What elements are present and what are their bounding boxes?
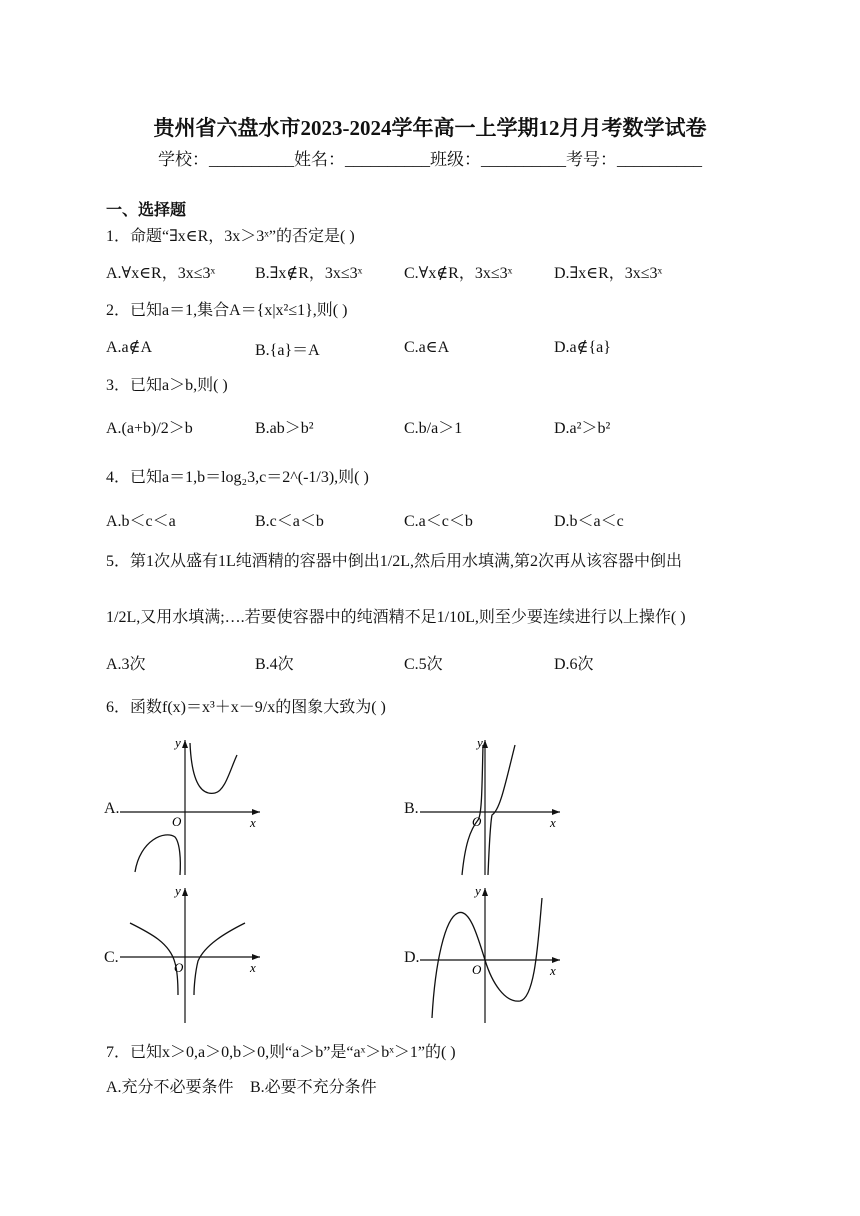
student-info-line: 学校：__________姓名：__________班级：__________考号：__________ — [158, 150, 702, 169]
q3-option-a: A.(a+b)/2＞b — [106, 420, 193, 437]
graph-d — [420, 883, 570, 1028]
graph-c — [120, 883, 270, 1028]
q2-option-d: D.a∉{a} — [554, 339, 611, 356]
page-title: 贵州省六盘水市2023-2024学年高一上学期12月月考数学试卷 — [153, 116, 707, 140]
q4-option-c: C.a＜c＜b — [404, 513, 473, 530]
graph-b-x-label: x — [550, 815, 556, 830]
q1-option-c: C.∀x∉R，3x≤3ˣ — [404, 265, 513, 282]
q3-option-b: B.ab＞b² — [255, 420, 314, 437]
graph-a-label: A. — [104, 800, 120, 817]
q5-option-a: A.3次 — [106, 656, 146, 673]
q5-option-c: C.5次 — [404, 656, 443, 673]
q4-option-a: A.b＜c＜a — [106, 513, 176, 530]
question-3-stem: 3．已知a＞b,则( ) — [106, 377, 228, 394]
q1-option-b: B.∃x∉R，3x≤3ˣ — [255, 265, 363, 282]
q5-option-d: D.6次 — [554, 656, 594, 673]
q4-option-d: D.b＜a＜c — [554, 513, 624, 530]
section-heading: 一、选择题 — [106, 202, 187, 219]
q1-option-d: D.∃x∈R，3x≤3ˣ — [554, 265, 663, 282]
graph-c-label: C. — [104, 949, 119, 966]
question-5-line2: 1/2L,又用水填满;….若要使容器中的纯酒精不足1/10L,则至少要连续进行以上操作( ) — [106, 609, 686, 626]
graph-a-origin: O — [172, 814, 182, 829]
graph-d-x-label: x — [550, 963, 556, 978]
graph-d-origin: O — [472, 962, 482, 977]
question-6-stem: 6．函数f(x)＝x³＋x－9/x的图象大致为( ) — [106, 699, 386, 716]
graph-c-y-label: y — [175, 883, 181, 898]
q3-option-c: C.b/a＞1 — [404, 420, 463, 437]
question-1-stem: 1．命题“∃x∈R，3x＞3ˣ”的否定是( ) — [106, 228, 355, 245]
q2-option-c: C.a∈A — [404, 339, 450, 356]
graph-b-y-label: y — [477, 735, 483, 750]
graph-b-label: B. — [404, 800, 419, 817]
question-2-stem: 2．已知a＝1,集合A＝{x|x²≤1},则( ) — [106, 302, 348, 319]
question-4-stem: 4．已知a＝1,b＝log₂3,c＝2^(-1/3),则( ) — [106, 469, 369, 486]
graph-b — [420, 735, 570, 880]
question-5-line1: 5．第1次从盛有1L纯酒精的容器中倒出1/2L,然后用水填满,第2次再从该容器中倒出 — [106, 553, 682, 570]
q1-option-a: A.∀x∈R，3x≤3ˣ — [106, 265, 216, 282]
q7-option-a: A.充分不必要条件 — [106, 1079, 234, 1096]
q2-option-a: A.a∉A — [106, 339, 153, 356]
graph-a-y-label: y — [175, 735, 181, 750]
graph-d-label: D. — [404, 949, 420, 966]
graph-b-origin: O — [472, 814, 482, 829]
question-7-stem: 7．已知x＞0,a＞0,b＞0,则“a＞b”是“aˣ＞bˣ＞1”的( ) — [106, 1044, 456, 1061]
q2-option-b: B.{a}＝A — [255, 342, 320, 359]
q4-option-b: B.c＜a＜b — [255, 513, 324, 530]
q5-option-b: B.4次 — [255, 656, 294, 673]
graph-a — [120, 735, 270, 880]
q3-option-d: D.a²＞b² — [554, 420, 611, 437]
graph-a-x-label: x — [250, 815, 256, 830]
graph-c-x-label: x — [250, 960, 256, 975]
q7-option-b: B.必要不充分条件 — [250, 1079, 377, 1096]
graph-c-origin: O — [174, 960, 184, 975]
graph-d-y-label: y — [475, 883, 481, 898]
